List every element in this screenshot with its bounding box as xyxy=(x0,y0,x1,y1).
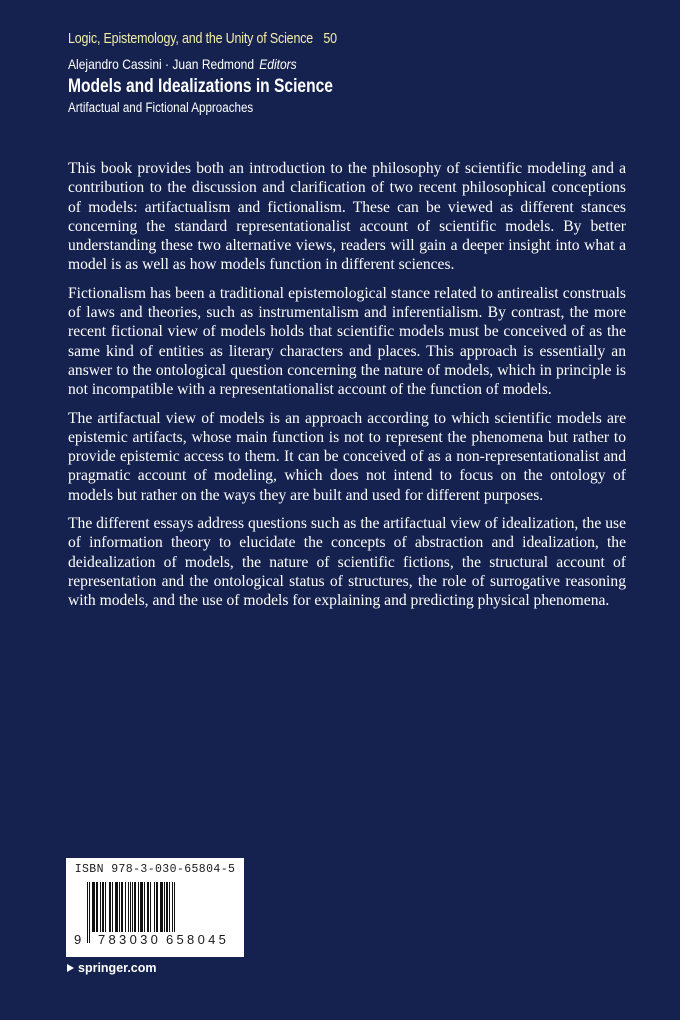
isbn-digit-first: 9 xyxy=(74,932,82,947)
series-line xyxy=(68,30,550,48)
isbn-barcode-box xyxy=(66,858,244,957)
editors-role: Editors xyxy=(259,56,297,72)
editors-line xyxy=(68,56,550,73)
book-title: Models and Idealizations in Science xyxy=(68,76,333,97)
description-paragraph: Fictionalism has been a traditional epistemological stance related to antirealist construals of laws and theories, such as instrumentalism and inferentialism. By contrast, the more recent fictional view of models holds that scientific models must be conceived of as the same kind of entities as literary characters and places. This approach is essentially an answer to the ontological question concerning the nature of models, which in principle is not incompatible with a representationalist account of the function of models. xyxy=(68,284,626,399)
book-subtitle: Artifactual and Fictional Approaches xyxy=(68,100,254,115)
isbn-digits-left: 783030 xyxy=(98,932,162,947)
isbn-digits-right: 658045 xyxy=(166,932,230,947)
description-paragraph: This book provides both an introduction to the philosophy of scientific modeling and a contribution to the discussion and clarification of two recent philosophical conceptions of models: artifactualism and fictionalism. These can be viewed as different stances concerning the standard representationalist account of scientific models. By better understanding these two alternative views, readers will gain a deeper insight into what a model is as well as how models function in different sciences. xyxy=(68,160,626,274)
play-icon xyxy=(67,964,74,972)
editor-names: Alejandro Cassini · Juan Redmond xyxy=(68,56,255,72)
cover-header xyxy=(68,30,628,116)
book-description xyxy=(68,159,626,620)
description-paragraph: The different essays address questions such as the artifactual view of idealization, the use of information theory to elucidate the concepts of abstraction and idealization, the deidealization of models, the nature of scientific fictions, the structural account of representation and the ontological status of structures, the role of surrogative reasoning with models, and the use of models for explaining and predicting physical phenomena. xyxy=(68,515,626,610)
isbn-label: ISBN 978-3-030-65804-5 xyxy=(74,863,236,876)
description-paragraph: The artifactual view of models is an approach according to which scientific models are epistemic artifacts, whose main function is not to represent the phenomena but rather to provide epistemic access to them. It can be conceived of as a non-representationalist and pragmatic account of modeling, which does not intend to focus on the ontology of models but rather on the ways they are built and used for different purposes. xyxy=(68,409,626,504)
series-volume-number: 50 xyxy=(323,31,337,47)
publisher-link-text: springer.com xyxy=(78,961,157,975)
publisher-website-link[interactable] xyxy=(67,961,157,975)
series-title: Logic, Epistemology, and the Unity of Science xyxy=(68,31,314,47)
